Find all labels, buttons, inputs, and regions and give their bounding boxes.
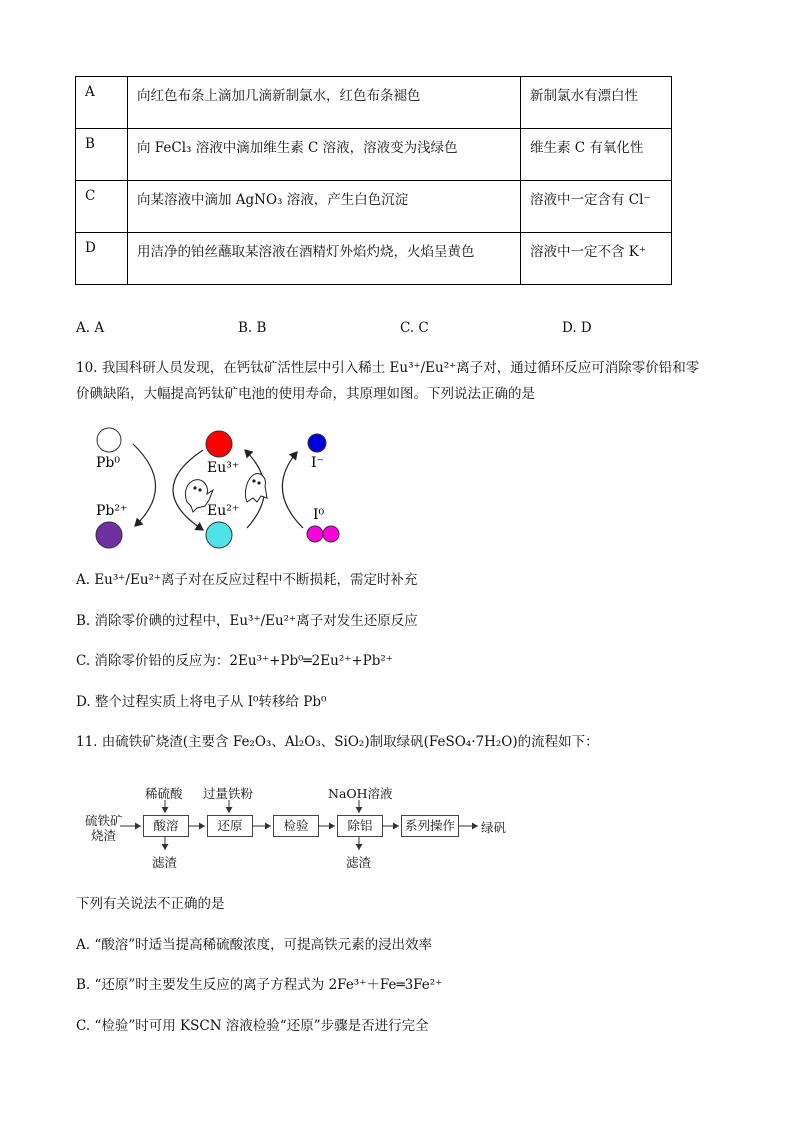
i0-circle-right: [323, 526, 339, 542]
pb2-circle: [96, 522, 122, 548]
q10-option-b: B. 消除零价碘的过程中，Eu³⁺/Eu²⁺离子对发生还原反应: [76, 613, 418, 629]
flow-step-remove-al: 除铝: [337, 815, 383, 837]
pb0-circle: [97, 428, 121, 452]
experiment-table: [75, 76, 672, 285]
q11-option-c: C. “检验”时可用 KSCN 溶液检验“还原”步骤是否进行完全: [76, 1018, 429, 1034]
flow-reagent-acid: 稀硫酸: [145, 786, 183, 801]
q10-option-c: C. 消除零价铅的反应为：2Eu³⁺+Pb⁰═2Eu²⁺+Pb²⁺: [76, 653, 393, 669]
flow-residue-2: 滤渣: [346, 855, 372, 870]
redox-cycle-diagram: [85, 418, 355, 558]
arrow-i0-to-iminus: [282, 452, 303, 528]
row-operation: 向红色布条上滴加几滴新制氯水，红色布条褪色: [128, 77, 521, 129]
iminus-label: I⁻: [311, 455, 324, 471]
row-operation: 向 FeCl₃ 溶液中滴加维生素 C 溶液，溶液变为浅绿色: [128, 129, 521, 181]
flow-start-line1: 硫铁矿: [85, 813, 123, 828]
q11-option-b: B. “还原”时主要发生反应的离子方程式为 2Fe³⁺＋Fe═3Fe²⁺: [76, 977, 443, 993]
flow-step-reduce: 还原: [207, 815, 253, 837]
row-operation: 用洁净的铂丝蘸取某溶液在酒精灯外焰灼烧，火焰呈黄色: [128, 233, 521, 285]
q9-option-c: C. C: [400, 320, 429, 336]
i0-circle-left: [307, 526, 323, 542]
pb2-label: Pb²⁺: [96, 503, 128, 519]
q10-stem-line2: 价碘缺陷，大幅提高钙钛矿电池的使用寿命，其原理如图。下列说法正确的是: [76, 386, 535, 402]
table-row: [76, 77, 672, 129]
eu3-circle: [206, 431, 232, 457]
arrow-pb0-to-pb2: [133, 444, 156, 526]
table-row: [76, 181, 672, 233]
table-row: [76, 129, 672, 181]
row-conclusion: 维生素 C 有氧化性: [521, 129, 672, 181]
q9-option-b: B. B: [238, 320, 267, 336]
row-label: D: [76, 233, 128, 285]
q11-option-a: A. “酸溶”时适当提高稀硫酸浓度，可提高铁元素的浸出效率: [76, 937, 433, 953]
q10-stem-line1: 10. 我国科研人员发现，在钙钛矿活性层中引入稀土 Eu³⁺/Eu²⁺离子对，通过循环反应可消除零价铅和零: [76, 360, 700, 376]
q10-option-a: A. Eu³⁺/Eu²⁺离子对在反应过程中不断损耗，需定时补充: [76, 572, 418, 588]
eu2-circle: [206, 522, 232, 548]
flow-step-series: 系列操作: [401, 815, 459, 837]
row-label: B: [76, 129, 128, 181]
flow-step-acid: 酸溶: [143, 815, 189, 837]
i0-label: I⁰: [313, 507, 325, 523]
flow-residue-1: 滤渣: [152, 855, 178, 870]
q11-stem: 11. 由硫铁矿烧渣(主要含 Fe₂O₃、Al₂O₃、SiO₂)制取绿矾(FeSO₄·7H₂O)的流程如下：: [76, 734, 599, 750]
row-conclusion: 溶液中一定含有 Cl⁻: [521, 181, 672, 233]
row-conclusion: 新制氯水有漂白性: [521, 77, 672, 129]
row-label: C: [76, 181, 128, 233]
table-row: [76, 233, 672, 285]
q10-option-d: D. 整个过程实质上将电子从 I⁰转移给 Pb⁰: [76, 694, 327, 710]
flow-end: 绿矾: [481, 820, 507, 835]
flow-step-test: 检验: [273, 815, 319, 837]
pb0-label: Pb⁰: [96, 455, 120, 471]
row-operation: 向某溶液中滴加 AgNO₃ 溶液，产生白色沉淀: [128, 181, 521, 233]
flow-reagent-naoh: NaOH溶液: [328, 786, 393, 801]
row-label: A: [76, 77, 128, 129]
flow-start-line2: 烧渣: [91, 828, 117, 843]
q9-option-a: A. A: [76, 320, 105, 336]
eu2-label: Eu²⁺: [207, 503, 240, 519]
q9-option-d: D. D: [562, 320, 592, 336]
iminus-circle: [308, 434, 326, 452]
row-conclusion: 溶液中一定不含 K⁺: [521, 233, 672, 285]
q11-prompt: 下列有关说法不正确的是: [76, 896, 225, 912]
eu3-label: Eu³⁺: [207, 460, 240, 476]
flow-reagent-fe: 过量铁粉: [203, 786, 254, 801]
